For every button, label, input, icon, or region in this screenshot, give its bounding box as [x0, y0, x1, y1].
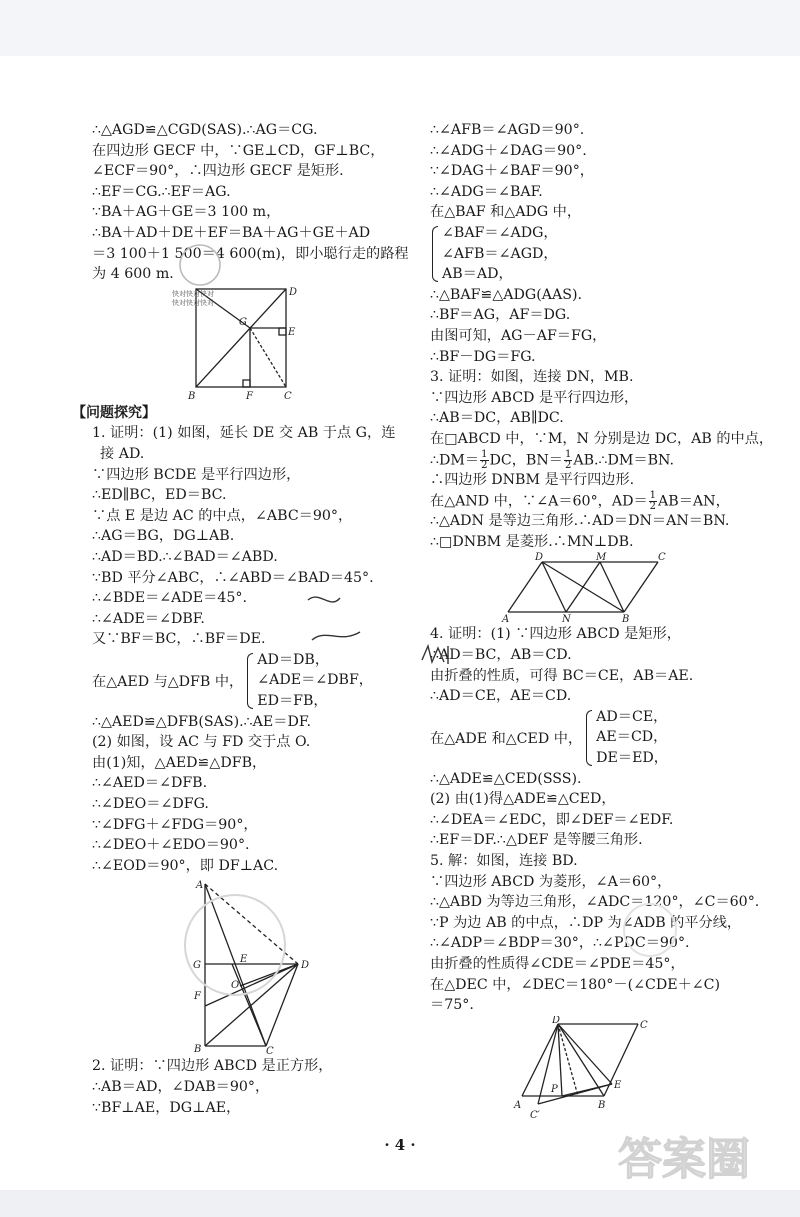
label-a: A	[514, 1099, 522, 1111]
text-line: ∵四边形 ABCD 为菱形，∠A＝60°，	[430, 873, 672, 890]
left-column	[72, 120, 409, 1118]
label-d: D	[301, 960, 310, 972]
frac-line-ad-an	[418, 491, 778, 512]
text-line: ∴∠DEA＝∠EDC，即∠DEF＝∠EDF.	[430, 811, 674, 828]
problem-3-part-3	[418, 511, 778, 552]
text-line: 又∵BF＝BC，∴BF＝DE.	[92, 631, 266, 648]
label-b: B	[188, 390, 196, 402]
text-line: ∴∠ADG＝∠BAF.	[430, 183, 543, 200]
label-b: B	[622, 614, 630, 625]
text-line: ∴∠DEO＋∠EDO＝90°.	[92, 837, 250, 854]
fraction-half	[480, 450, 488, 471]
frac-text-b: DC，BN＝	[489, 452, 563, 468]
problem-1-part-2	[80, 712, 400, 877]
text-line: ∴∠ADP＝∠BDP＝30°，∴∠PDC＝90°.	[430, 935, 690, 952]
text-line: 4. 证明：(1) ∵四边形 ABCD 是矩形，	[430, 626, 681, 643]
label-b: B	[194, 1044, 202, 1056]
problem-4-part-1	[418, 624, 778, 706]
text-line: ∴∠EOD＝90°，即 DF⊥AC.	[92, 857, 279, 874]
problem-4-5-text	[418, 769, 778, 1016]
frac-text-a: ∴DM＝	[430, 452, 480, 468]
label-m: M	[596, 552, 607, 564]
problem-3-part-2	[418, 470, 778, 491]
frac-den: 2	[564, 459, 572, 471]
text-line: ∴EF＝DF.∴△DEF 是等腰三角形.	[430, 832, 643, 849]
case-brace-baf-adg	[432, 223, 778, 285]
watermark-logo	[612, 1124, 792, 1190]
text-line: 3. 证明：如图，连接 DN，MB.	[430, 369, 634, 386]
label-g: G	[239, 316, 247, 328]
case-row: AB＝AD，	[442, 266, 513, 283]
frac-num: 1	[564, 448, 572, 460]
text-line: ∴AD＝BC，AB＝CD.	[430, 647, 572, 664]
text-line: ∵四边形 ABCD 是平行四边形，	[430, 389, 639, 406]
text-line: 为 4 600 m.	[92, 266, 174, 283]
text-line: ∴∠ADG＋∠DAG＝90°.	[430, 142, 587, 159]
case-row: DE＝ED，	[596, 750, 668, 767]
label-f: F	[194, 991, 201, 1003]
text-line: 由图可知，AG－AF＝FG，	[430, 327, 607, 344]
text-line: ∠ECF＝90°，∴四边形 GECF 是矩形.	[92, 163, 344, 180]
text-line: ∴AB＝DC，AB∥DC.	[430, 410, 564, 427]
case-row: ED＝FB，	[257, 693, 328, 710]
frac-text-a: 在△AND 中，∵∠A＝60°，AD＝	[430, 493, 648, 510]
problem-2-part-1	[80, 1056, 400, 1118]
case-block-ade-ced	[418, 707, 778, 769]
label-f: F	[246, 390, 253, 402]
text-line: ∵∠DFG＋∠FDG＝90°，	[92, 816, 258, 833]
text-line: ∴AG＝BG，DG⊥AB.	[92, 528, 235, 545]
text-line: ∴△ADE≌△CED(SSS).	[430, 770, 582, 787]
figure-square-gecf	[80, 285, 400, 403]
text-line: ∴AD＝CE，AE＝CD.	[430, 688, 572, 705]
text-line: ∴BF－DG＝FG.	[430, 348, 536, 365]
text-line: ＝75°.	[430, 997, 474, 1014]
text-line: 在△BAF 和△ADG 中，	[430, 204, 582, 221]
left-top-block	[80, 120, 409, 285]
text-line: ∵P 为边 AB 的中点，∴DP 为∠ADB 的平分线，	[430, 914, 742, 931]
figure-parallelogram-bcde	[80, 876, 400, 1056]
case-row: ∠AFB＝∠AGD，	[442, 245, 558, 262]
label-e: E	[288, 326, 296, 338]
watermark-logo-text: 答案圈	[618, 1134, 750, 1185]
label-c: C	[284, 390, 292, 402]
right-column	[418, 120, 778, 1124]
label-c-prime: C′	[530, 1109, 540, 1121]
case-block-aed-dfb	[80, 650, 400, 712]
text-line: ∵BF⊥AE，DG⊥AE，	[92, 1099, 241, 1116]
text-line: ∴△AGD≌△CGD(SAS).∴AG＝CG.	[92, 122, 318, 138]
figure-note-line1: 快对快对快对	[172, 289, 214, 298]
text-line: (2) 由(1)得△ADE≌△CED，	[430, 791, 616, 808]
text-line: ∴AD＝BD.∴∠BAD＝∠ABD.	[92, 548, 278, 565]
label-a: A	[196, 880, 204, 892]
text-line: 5. 解：如图，连接 BD.	[430, 853, 578, 869]
text-line: 在△DEC 中，∠DEC＝180°－(∠CDE＋∠C)	[430, 976, 721, 993]
problem-2-part-2	[418, 120, 778, 223]
label-a: A	[502, 614, 510, 625]
label-c: C	[658, 552, 666, 564]
text-line: ∴BA＋AD＋DE＋EF＝BA＋AG＋GE＋AD	[92, 224, 371, 241]
label-d: D	[289, 286, 298, 298]
label-e: E	[614, 1079, 622, 1091]
page-number: · 4 ·	[384, 1136, 416, 1154]
figure-rhombus-abcd	[418, 1016, 778, 1124]
case-prefix: 在△AED 与△DFB 中，	[92, 673, 244, 690]
label-o: O	[231, 980, 240, 992]
text-line: ∴∠ADE＝∠DBF.	[92, 610, 205, 627]
case-brace	[586, 707, 668, 769]
frac-line-dm-bn	[418, 450, 778, 471]
text-line: 1. 证明：(1) 如图，延长 DE 交 AB 于点 G，连	[92, 425, 396, 442]
text-line: ∴ED∥BC，ED＝BC.	[92, 487, 227, 504]
text-line: 接 AD.	[100, 445, 145, 462]
text-line: 在□ABCD 中，∵M，N 分别是边 DC，AB 的中点，	[430, 430, 774, 447]
case-row: ∠BAF＝∠ADG，	[442, 224, 558, 241]
label-g: G	[193, 960, 201, 972]
fraction-half	[564, 450, 572, 471]
text-line: ∴∠AED＝∠DFB.	[92, 775, 208, 792]
text-line: ∵四边形 BCDE 是平行四边形，	[92, 466, 301, 483]
frac-num: 1	[481, 448, 488, 460]
label-n: N	[562, 614, 571, 625]
figure-parallelogram-dnbm	[418, 552, 778, 624]
text-line: ∴∠DEO＝∠DFG.	[92, 796, 209, 813]
label-b: B	[598, 1099, 606, 1111]
frac-text-c: AB.∴DM＝BN.	[573, 452, 675, 468]
text-line: ∴△BAF≌△ADG(AAS).	[430, 286, 582, 303]
text-line: (2) 如图，设 AC 与 FD 交于点 O.	[92, 734, 311, 751]
label-e: E	[240, 954, 248, 966]
frac-text-b: AB＝AN，	[658, 493, 730, 510]
text-line: ∵BA＋AG＋GE＝3 100 m，	[92, 204, 281, 221]
text-line: ∴□DNBM 是菱形.∴MN⊥DB.	[430, 533, 634, 550]
case-brace	[247, 650, 373, 712]
text-line: ∴△AED≌△DFB(SAS).∴AE＝DF.	[92, 713, 311, 730]
top-bar	[0, 0, 800, 56]
text-line: ∵点 E 是边 AC 的中点，∠ABC＝90°，	[92, 507, 353, 524]
case-row: ∠ADE＝∠DBF，	[257, 672, 373, 689]
section-title: 【问题探究】	[72, 404, 156, 421]
text-line: ∵∠DAG＋∠BAF＝90°，	[430, 163, 594, 180]
text-line: 在四边形 GECF 中，∵GE⊥CD，GF⊥BC，	[92, 142, 385, 159]
text-line: ∴BF＝AG，AF＝DG.	[430, 307, 571, 324]
frac-den: 2	[481, 459, 488, 471]
frac-den: 2	[649, 500, 657, 512]
label-d: D	[552, 1015, 561, 1026]
case-row: AD＝DB，	[257, 651, 330, 668]
text-line: ∴四边形 DNBM 是平行四边形.	[430, 472, 635, 489]
text-line: ∴EF＝CG.∴EF＝AG.	[92, 183, 231, 200]
label-c: C	[640, 1019, 648, 1031]
text-line: ∴AB＝AD，∠DAB＝90°，	[92, 1079, 270, 1095]
case-row: AD＝CE，	[596, 708, 668, 725]
problem-3-part-1	[418, 285, 778, 450]
fraction-half	[649, 491, 657, 512]
text-line: 2. 证明：∵四边形 ABCD 是正方形，	[92, 1058, 333, 1075]
case-row: AE＝CD，	[596, 729, 668, 746]
frac-num: 1	[649, 489, 657, 501]
text-line: 由折叠的性质得∠CDE＝∠PDE＝45°，	[430, 955, 685, 972]
text-line: ∴∠AFB＝∠AGD＝90°.	[430, 122, 585, 138]
text-line: 由折叠的性质，可得 BC＝CE，AB＝AE.	[430, 667, 694, 684]
text-line: ＝3 100＋1 500＝4 600(m)，即小聪行走的路程	[92, 245, 409, 262]
bottom-bar	[0, 1190, 800, 1217]
figure-note-line2: 快对快对快对	[172, 298, 214, 307]
text-line: ∴△ABD 为等边三角形，∠ADC＝120°，∠C＝60°.	[430, 894, 760, 911]
label-c: C	[266, 1046, 274, 1057]
text-line: ∴△ADN 是等边三角形.∴AD＝DN＝AN＝BN.	[430, 513, 730, 530]
label-d: D	[535, 552, 544, 564]
case-prefix: 在△ADE 和△CED 中，	[430, 730, 583, 747]
text-line: ∴∠BDE＝∠ADE＝45°.	[92, 590, 247, 607]
problem-1-part-1	[80, 423, 400, 650]
text-line: ∵BD 平分∠ABC，∴∠ABD＝∠BAD＝45°.	[92, 569, 374, 586]
label-p: P	[551, 1083, 558, 1095]
text-line: 由(1)知，△AED≌△DFB，	[92, 754, 267, 771]
